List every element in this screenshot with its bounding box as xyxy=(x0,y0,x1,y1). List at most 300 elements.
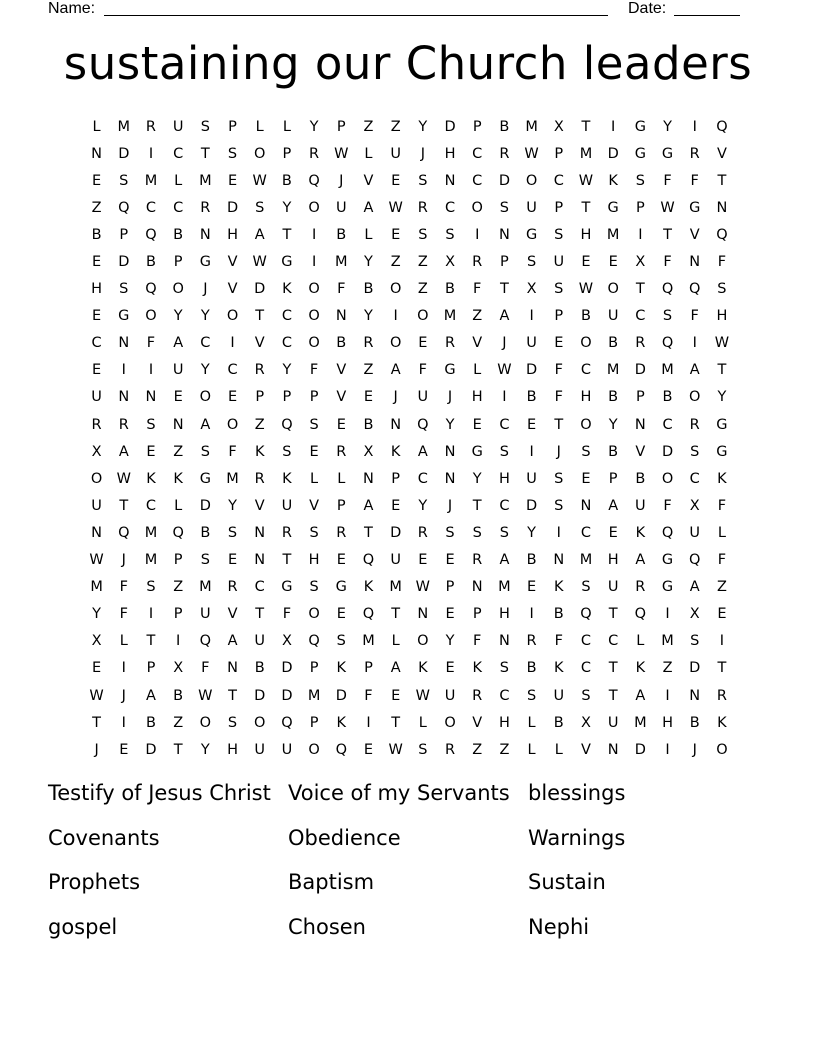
grid-letter[interactable]: L xyxy=(255,118,264,135)
grid-letter[interactable]: R xyxy=(118,416,129,433)
grid-letter[interactable]: W xyxy=(252,172,267,189)
grid-letter[interactable]: B xyxy=(445,281,455,298)
grid-letter[interactable]: E xyxy=(717,606,727,623)
grid-letter[interactable]: S xyxy=(227,145,238,162)
grid-letter[interactable]: I xyxy=(121,362,126,379)
grid-letter[interactable]: Q xyxy=(417,416,429,433)
grid-letter[interactable]: E xyxy=(227,172,238,189)
grid-letter[interactable]: C xyxy=(635,308,646,325)
grid-letter[interactable]: J xyxy=(556,443,561,460)
grid-letter[interactable]: S xyxy=(445,524,455,541)
grid-letter[interactable]: H xyxy=(444,145,456,162)
grid-letter[interactable]: R xyxy=(444,741,456,758)
grid-letter[interactable]: Q xyxy=(118,524,130,541)
grid-letter[interactable]: F xyxy=(554,389,563,406)
grid-letter[interactable]: V xyxy=(254,497,265,514)
grid-letter[interactable]: E xyxy=(363,741,374,758)
grid-letter[interactable]: L xyxy=(554,741,563,758)
grid-letter[interactable]: R xyxy=(689,145,700,162)
grid-letter[interactable]: N xyxy=(227,660,238,677)
grid-letter[interactable]: E xyxy=(391,687,401,704)
grid-letter[interactable]: Z xyxy=(91,199,102,216)
grid-letter[interactable]: S xyxy=(119,281,129,298)
grid-letter[interactable]: E xyxy=(227,389,238,406)
grid-letter[interactable]: H xyxy=(471,389,483,406)
grid-letter[interactable]: P xyxy=(554,199,564,216)
grid-letter[interactable]: I xyxy=(665,606,670,623)
grid-letter[interactable]: E xyxy=(92,254,102,271)
grid-letter[interactable]: P xyxy=(228,118,237,135)
grid-letter[interactable]: P xyxy=(336,497,346,514)
grid-letter[interactable]: T xyxy=(119,497,129,514)
grid-letter[interactable]: L xyxy=(717,524,726,541)
grid-letter[interactable]: Q xyxy=(661,281,674,298)
grid-letter[interactable]: P xyxy=(336,118,346,135)
grid-letter[interactable]: Q xyxy=(308,633,320,650)
grid-letter[interactable]: E xyxy=(581,254,591,271)
grid-letter[interactable]: T xyxy=(663,226,672,243)
grid-letter[interactable]: I xyxy=(529,443,534,460)
grid-letter[interactable]: C xyxy=(580,660,592,677)
grid-letter[interactable]: O xyxy=(580,335,592,352)
grid-letter[interactable]: Y xyxy=(418,497,428,514)
grid-letter[interactable]: Q xyxy=(689,552,701,569)
grid-letter[interactable]: O xyxy=(254,714,266,731)
grid-letter[interactable]: I xyxy=(529,308,534,325)
grid-letter[interactable]: S xyxy=(200,552,210,569)
grid-letter[interactable]: P xyxy=(554,145,564,162)
grid-letter[interactable]: R xyxy=(716,687,727,704)
grid-letter[interactable]: B xyxy=(281,172,292,189)
grid-letter[interactable]: O xyxy=(308,308,320,325)
grid-letter[interactable]: E xyxy=(363,389,374,406)
grid-letter[interactable]: G xyxy=(199,254,211,271)
grid-letter[interactable]: D xyxy=(498,172,510,189)
grid-letter[interactable]: S xyxy=(690,633,700,650)
grid-letter[interactable]: G xyxy=(118,308,130,325)
grid-letter[interactable]: L xyxy=(174,497,183,514)
grid-letter[interactable]: T xyxy=(146,633,156,650)
grid-letter[interactable]: D xyxy=(689,660,701,677)
grid-letter[interactable]: F xyxy=(690,172,699,189)
grid-letter[interactable]: O xyxy=(580,416,592,433)
grid-letter[interactable]: U xyxy=(689,524,701,541)
grid-letter[interactable]: M xyxy=(144,172,158,189)
grid-letter[interactable]: L xyxy=(364,226,373,243)
grid-letter[interactable]: I xyxy=(475,226,480,243)
grid-letter[interactable]: O xyxy=(308,741,320,758)
grid-letter[interactable]: Y xyxy=(445,416,455,433)
grid-letter[interactable]: T xyxy=(391,714,401,731)
grid-letter[interactable]: T xyxy=(364,524,373,541)
grid-letter[interactable]: I xyxy=(366,714,371,731)
grid-letter[interactable]: J xyxy=(121,687,126,704)
grid-letter[interactable]: N xyxy=(607,741,619,758)
grid-letter[interactable]: Z xyxy=(472,741,483,758)
grid-letter[interactable]: T xyxy=(228,687,237,704)
grid-letter[interactable]: E xyxy=(608,254,618,271)
grid-letter[interactable]: G xyxy=(444,362,456,379)
grid-letter[interactable]: F xyxy=(309,362,319,379)
grid-letter[interactable]: O xyxy=(226,308,239,325)
grid-letter[interactable]: G xyxy=(634,145,646,162)
grid-letter[interactable]: E xyxy=(92,172,102,189)
grid-letter[interactable]: V xyxy=(689,226,700,243)
grid-letter[interactable]: M xyxy=(90,579,103,596)
grid-letter[interactable]: S xyxy=(309,524,319,541)
grid-letter[interactable]: U xyxy=(172,118,184,135)
grid-letter[interactable]: N xyxy=(254,552,266,569)
grid-letter[interactable]: L xyxy=(364,145,373,162)
grid-letter[interactable]: P xyxy=(554,308,564,325)
grid-letter[interactable]: Q xyxy=(281,714,293,731)
grid-letter[interactable]: Q xyxy=(308,172,320,189)
grid-letter[interactable]: R xyxy=(200,199,211,216)
grid-letter[interactable]: W xyxy=(252,254,267,271)
grid-letter[interactable]: K xyxy=(554,660,564,677)
grid-letter[interactable]: V xyxy=(716,145,727,162)
grid-letter[interactable]: N xyxy=(118,389,130,406)
grid-letter[interactable]: K xyxy=(554,579,564,596)
grid-letter[interactable]: M xyxy=(606,226,620,243)
grid-letter[interactable]: U xyxy=(417,389,429,406)
grid-letter[interactable]: X xyxy=(553,118,564,135)
grid-letter[interactable]: C xyxy=(91,335,102,352)
grid-letter[interactable]: M xyxy=(525,118,538,135)
grid-letter[interactable]: O xyxy=(444,714,456,731)
grid-letter[interactable]: U xyxy=(390,145,401,162)
grid-letter[interactable]: H xyxy=(308,552,320,569)
grid-letter[interactable]: N xyxy=(417,606,429,623)
grid-letter[interactable]: Z xyxy=(254,416,265,433)
grid-letter[interactable]: K xyxy=(282,281,292,298)
grid-letter[interactable]: R xyxy=(254,362,265,379)
grid-letter[interactable]: D xyxy=(118,145,130,162)
grid-letter[interactable]: R xyxy=(689,416,700,433)
grid-letter[interactable]: Y xyxy=(472,470,482,487)
grid-letter[interactable]: P xyxy=(173,606,183,623)
grid-letter[interactable]: S xyxy=(255,199,265,216)
grid-letter[interactable]: S xyxy=(526,254,537,271)
grid-letter[interactable]: N xyxy=(634,416,646,433)
grid-letter[interactable]: S xyxy=(200,443,210,460)
grid-letter[interactable]: A xyxy=(200,416,211,433)
grid-letter[interactable]: Y xyxy=(282,362,292,379)
grid-letter[interactable]: C xyxy=(662,416,673,433)
grid-letter[interactable]: U xyxy=(526,199,537,216)
grid-letter[interactable]: U xyxy=(553,254,565,271)
grid-letter[interactable]: Q xyxy=(118,199,130,216)
grid-letter[interactable]: C xyxy=(580,362,592,379)
grid-letter[interactable]: M xyxy=(335,254,348,271)
grid-letter[interactable]: Q xyxy=(145,226,157,243)
grid-letter[interactable]: N xyxy=(199,226,211,243)
grid-letter[interactable]: S xyxy=(526,687,537,704)
grid-letter[interactable]: B xyxy=(608,335,619,352)
grid-letter[interactable]: E xyxy=(309,443,319,460)
grid-letter[interactable]: Z xyxy=(363,118,374,135)
grid-letter[interactable]: T xyxy=(200,145,210,162)
grid-letter[interactable]: W xyxy=(334,145,349,162)
grid-letter[interactable]: B xyxy=(336,226,347,243)
grid-letter[interactable]: O xyxy=(199,389,212,406)
grid-letter[interactable]: R xyxy=(91,416,102,433)
grid-letter[interactable]: D xyxy=(145,741,157,758)
grid-letter[interactable]: V xyxy=(336,362,347,379)
grid-letter[interactable]: S xyxy=(227,714,238,731)
grid-letter[interactable]: D xyxy=(526,362,538,379)
grid-letter[interactable]: Q xyxy=(661,524,674,541)
grid-letter[interactable]: C xyxy=(553,172,564,189)
grid-letter[interactable]: Y xyxy=(418,118,428,135)
grid-letter[interactable]: X xyxy=(173,660,184,677)
grid-letter[interactable]: R xyxy=(336,443,347,460)
grid-letter[interactable]: I xyxy=(121,660,126,677)
grid-letter[interactable]: C xyxy=(580,633,592,650)
grid-letter[interactable]: I xyxy=(230,335,235,352)
grid-letter[interactable]: W xyxy=(415,579,431,596)
grid-letter[interactable]: T xyxy=(608,606,618,623)
grid-letter[interactable]: V xyxy=(363,172,374,189)
grid-letter[interactable]: J xyxy=(94,741,99,758)
grid-letter[interactable]: B xyxy=(526,660,537,677)
grid-letter[interactable]: P xyxy=(309,660,319,677)
grid-letter[interactable]: P xyxy=(282,389,292,406)
grid-letter[interactable]: Q xyxy=(689,281,701,298)
grid-letter[interactable]: E xyxy=(445,660,455,677)
grid-letter[interactable]: N xyxy=(498,633,510,650)
grid-letter[interactable]: F xyxy=(717,552,727,569)
grid-letter[interactable]: O xyxy=(90,470,103,487)
grid-letter[interactable]: S xyxy=(227,524,238,541)
grid-letter[interactable]: O xyxy=(389,281,402,298)
grid-letter[interactable]: M xyxy=(606,362,620,379)
grid-letter[interactable]: M xyxy=(117,118,131,135)
grid-letter[interactable]: Y xyxy=(200,308,210,325)
grid-letter[interactable]: D xyxy=(226,199,239,216)
grid-letter[interactable]: G xyxy=(716,416,728,433)
grid-letter[interactable]: U xyxy=(91,497,102,514)
grid-letter[interactable]: J xyxy=(447,497,453,514)
grid-letter[interactable]: P xyxy=(608,470,618,487)
grid-letter[interactable]: Y xyxy=(445,633,455,650)
grid-letter[interactable]: F xyxy=(663,172,672,189)
grid-letter[interactable]: S xyxy=(554,226,564,243)
grid-letter[interactable]: W xyxy=(660,199,675,216)
grid-letter[interactable]: V xyxy=(472,335,483,352)
grid-letter[interactable]: T xyxy=(635,281,645,298)
grid-letter[interactable]: O xyxy=(145,308,157,325)
grid-letter[interactable]: U xyxy=(444,687,456,704)
grid-letter[interactable]: G xyxy=(634,118,646,135)
grid-letter[interactable]: G xyxy=(661,579,674,596)
grid-letter[interactable]: Y xyxy=(608,416,618,433)
grid-letter[interactable]: K xyxy=(390,443,401,460)
grid-letter[interactable]: V xyxy=(227,254,238,271)
grid-letter[interactable]: T xyxy=(499,281,509,298)
grid-letter[interactable]: I xyxy=(692,118,697,135)
grid-letter[interactable]: H xyxy=(607,552,619,569)
grid-letter[interactable]: M xyxy=(389,579,402,596)
grid-letter[interactable]: N xyxy=(118,335,130,352)
grid-letter[interactable]: T xyxy=(391,606,401,623)
grid-letter[interactable]: P xyxy=(391,470,401,487)
grid-letter[interactable]: T xyxy=(173,741,183,758)
grid-letter[interactable]: B xyxy=(580,308,591,325)
grid-letter[interactable]: E xyxy=(146,443,156,460)
grid-letter[interactable]: C xyxy=(173,199,184,216)
grid-letter[interactable]: N xyxy=(172,416,184,433)
grid-letter[interactable]: W xyxy=(415,687,431,704)
grid-letter[interactable]: N xyxy=(689,687,701,704)
grid-letter[interactable]: S xyxy=(418,741,428,758)
grid-letter[interactable]: P xyxy=(309,714,319,731)
grid-letter[interactable]: H xyxy=(498,606,510,623)
grid-letter[interactable]: T xyxy=(581,199,591,216)
grid-letter[interactable]: J xyxy=(502,335,507,352)
grid-letter[interactable]: B xyxy=(173,687,184,704)
grid-letter[interactable]: S xyxy=(690,443,700,460)
grid-letter[interactable]: M xyxy=(498,579,511,596)
grid-letter[interactable]: S xyxy=(554,281,564,298)
grid-letter[interactable]: N xyxy=(471,579,483,596)
grid-letter[interactable]: E xyxy=(391,172,401,189)
grid-letter[interactable]: N xyxy=(444,470,456,487)
grid-letter[interactable]: I xyxy=(692,335,697,352)
grid-letter[interactable]: M xyxy=(661,362,674,379)
grid-letter[interactable]: U xyxy=(91,389,102,406)
grid-letter[interactable]: B xyxy=(499,118,510,135)
grid-letter[interactable]: G xyxy=(661,552,674,569)
grid-letter[interactable]: S xyxy=(309,416,319,433)
grid-letter[interactable]: T xyxy=(717,172,727,189)
grid-letter[interactable]: R xyxy=(635,579,646,596)
grid-letter[interactable]: O xyxy=(661,470,674,487)
grid-letter[interactable]: G xyxy=(525,226,538,243)
grid-letter[interactable]: K xyxy=(418,660,428,677)
grid-letter[interactable]: X xyxy=(689,606,700,623)
grid-letter[interactable]: T xyxy=(255,606,265,623)
grid-letter[interactable]: M xyxy=(144,552,158,569)
grid-letter[interactable]: I xyxy=(556,524,561,541)
grid-letter[interactable]: Y xyxy=(200,362,210,379)
grid-letter[interactable]: U xyxy=(635,497,646,514)
grid-letter[interactable]: N xyxy=(390,416,402,433)
grid-letter[interactable]: A xyxy=(499,308,510,325)
grid-letter[interactable]: S xyxy=(581,443,591,460)
grid-letter[interactable]: I xyxy=(502,389,507,406)
grid-letter[interactable]: W xyxy=(198,687,213,704)
grid-letter[interactable]: L xyxy=(92,118,101,135)
grid-letter[interactable]: Q xyxy=(145,281,157,298)
grid-letter[interactable]: O xyxy=(199,714,212,731)
grid-letter[interactable]: U xyxy=(200,606,211,623)
grid-letter[interactable]: M xyxy=(199,172,212,189)
grid-letter[interactable]: T xyxy=(581,118,591,135)
grid-letter[interactable]: Z xyxy=(417,281,428,298)
grid-letter[interactable]: A xyxy=(390,660,401,677)
grid-letter[interactable]: F xyxy=(228,443,237,460)
grid-letter[interactable]: E xyxy=(336,416,346,433)
grid-letter[interactable]: S xyxy=(200,118,210,135)
grid-letter[interactable]: B xyxy=(662,389,673,406)
grid-letter[interactable]: B xyxy=(553,606,564,623)
grid-letter[interactable]: P xyxy=(472,606,482,623)
grid-letter[interactable]: N xyxy=(689,254,701,271)
grid-letter[interactable]: E xyxy=(581,470,591,487)
grid-letter[interactable]: B xyxy=(689,714,700,731)
grid-letter[interactable]: W xyxy=(89,687,104,704)
grid-letter[interactable]: O xyxy=(308,335,320,352)
grid-letter[interactable]: N xyxy=(444,443,456,460)
grid-letter[interactable]: U xyxy=(607,579,619,596)
grid-letter[interactable]: E xyxy=(418,552,428,569)
grid-letter[interactable]: M xyxy=(362,633,375,650)
grid-letter[interactable]: S xyxy=(146,416,156,433)
grid-letter[interactable]: S xyxy=(336,633,346,650)
grid-letter[interactable]: S xyxy=(581,687,591,704)
grid-letter[interactable]: S xyxy=(554,470,564,487)
grid-letter[interactable]: A xyxy=(363,497,374,514)
grid-letter[interactable]: A xyxy=(173,335,184,352)
grid-letter[interactable]: T xyxy=(554,416,564,433)
grid-letter[interactable]: K xyxy=(472,660,482,677)
grid-letter[interactable]: F xyxy=(337,281,346,298)
grid-letter[interactable]: B xyxy=(608,389,619,406)
grid-letter[interactable]: H xyxy=(662,714,673,731)
grid-letter[interactable]: A xyxy=(363,199,374,216)
grid-letter[interactable]: N xyxy=(444,172,456,189)
grid-letter[interactable]: A xyxy=(608,497,619,514)
grid-letter[interactable]: S xyxy=(445,226,455,243)
grid-letter[interactable]: E xyxy=(391,497,401,514)
grid-letter[interactable]: B xyxy=(145,254,156,271)
grid-letter[interactable]: T xyxy=(282,552,292,569)
grid-letter[interactable]: M xyxy=(579,145,593,162)
grid-letter[interactable]: Q xyxy=(580,606,592,623)
grid-letter[interactable]: C xyxy=(200,335,211,352)
grid-letter[interactable]: S xyxy=(581,579,591,596)
grid-letter[interactable]: E xyxy=(418,335,428,352)
grid-letter[interactable]: O xyxy=(308,199,320,216)
grid-letter[interactable]: E xyxy=(92,362,102,379)
grid-letter[interactable]: O xyxy=(689,389,701,406)
grid-letter[interactable]: S xyxy=(499,199,510,216)
grid-letter[interactable]: T xyxy=(608,660,618,677)
grid-letter[interactable]: Z xyxy=(173,714,184,731)
grid-letter[interactable]: P xyxy=(255,389,265,406)
grid-letter[interactable]: U xyxy=(607,714,619,731)
grid-letter[interactable]: L xyxy=(282,118,291,135)
grid-letter[interactable]: M xyxy=(634,714,647,731)
grid-letter[interactable]: C xyxy=(227,362,238,379)
grid-letter[interactable]: R xyxy=(472,552,483,569)
grid-letter[interactable]: K xyxy=(173,470,183,487)
grid-letter[interactable]: D xyxy=(444,118,456,135)
grid-letter[interactable]: B xyxy=(608,443,619,460)
grid-letter[interactable]: Z xyxy=(716,579,727,596)
grid-letter[interactable]: F xyxy=(717,254,727,271)
grid-letter[interactable]: C xyxy=(417,470,428,487)
grid-letter[interactable]: R xyxy=(254,470,265,487)
grid-letter[interactable]: T xyxy=(92,714,102,731)
grid-letter[interactable]: Y xyxy=(173,308,183,325)
grid-letter[interactable]: N xyxy=(335,308,347,325)
grid-letter[interactable]: D xyxy=(118,254,130,271)
grid-letter[interactable]: F xyxy=(663,497,672,514)
grid-letter[interactable]: E xyxy=(119,741,129,758)
grid-letter[interactable]: P xyxy=(445,579,455,596)
